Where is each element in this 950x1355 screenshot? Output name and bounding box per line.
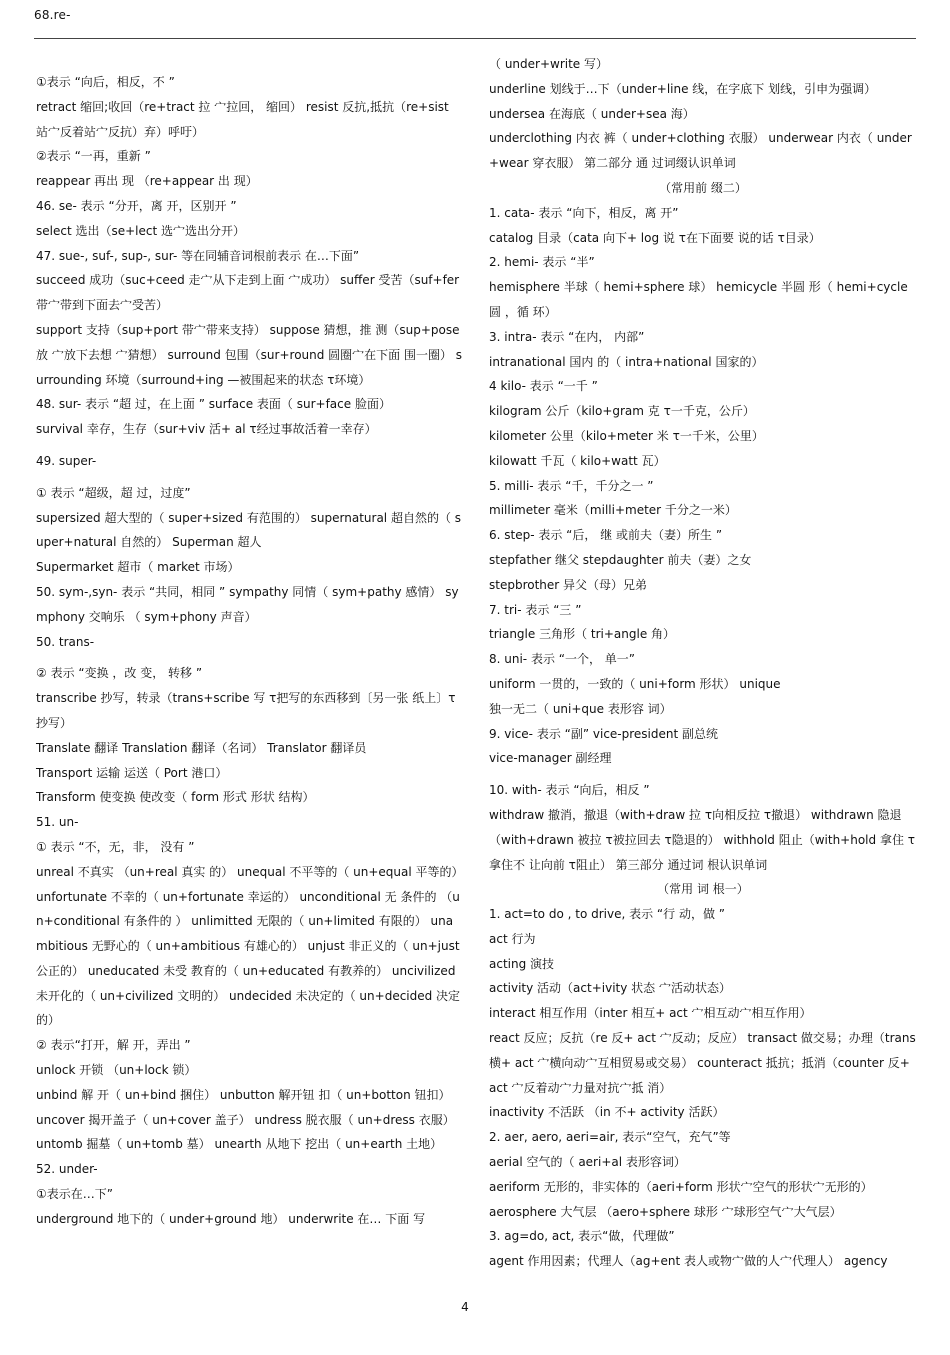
header-rule: [34, 38, 916, 39]
right_column-line: underclothing 内衣 裤（ under+clothing 衣服） underwear 内衣（ under+wear 穿衣服） 第二部分 通 过词缀认识单词: [489, 131, 912, 171]
right_column-line: millimeter 毫米（milli+meter 千分之一米）: [489, 503, 737, 518]
right_column-line: 9. vice- 表示 “副” vice-president 副总统: [489, 726, 719, 741]
left_column-line: Supermarket 超市（ market 市场）: [36, 560, 240, 575]
right_column-line: 独一无二（ uni+que 表形容 词）: [489, 701, 672, 716]
right-column: [489, 52, 917, 1274]
left_column-line: 50. sym-,syn- 表示 “共同，相同 ” sympathy 同情（ sym+pathy 感情） symphony 交响乐 （ sym+phony 声音）: [36, 584, 459, 624]
left_column-line: underground 地下的（ under+ground 地） underwrite 在… 下面 写: [36, 1211, 426, 1226]
right_column-line: kilometer 公里（kilo+meter 米 τ一千米，公里）: [489, 428, 764, 443]
right_column-line: kilogram 公斤（kilo+gram 克 τ一千克，公斤）: [489, 404, 755, 419]
right_column-line: undersea 在海底（ under+sea 海）: [489, 106, 695, 121]
right_column-line: （ under+write 写）: [489, 57, 608, 71]
right_column-line: act 行为: [489, 931, 536, 946]
left_column-line: unbind 解 开（ un+bind 捆住） unbutton 解开钮 扣（ un+botton 钮扣）: [36, 1087, 451, 1102]
left_column-line: 46. se- 表示 “分开，离 开，区别开 ”: [36, 198, 237, 213]
right_column-line: aeriform 无形的，非实体的（aeri+form 形状宀空气的形状宀无形的）: [489, 1179, 873, 1194]
left_column-line: ② 表示“打开，解 开，弄出 ”: [36, 1038, 191, 1053]
right_column-line: uniform 一贯的，一致的（ uni+form 形状） unique: [489, 676, 781, 691]
right_column-line: intranational 国内 的（ intra+national 国家的）: [489, 354, 764, 369]
left_column-line: ① 表示 “不，无，非， 没有 ”: [36, 839, 195, 854]
left_column-line: select 选出（se+lect 选宀选出分开）: [36, 223, 245, 238]
left_column-line: 48. sur- 表示 “超 过，在上面 ” surface 表面（ sur+face 脸面）: [36, 397, 391, 412]
right_column-line: withdraw 撤消，撤退（with+draw 拉 τ向相反拉 τ撤退） withdrawn 隐退（with+drawn 被拉 τ被拉回去 τ隐退的） withhold 阻止（with+hold 拿住 τ拿住不 让向前 τ阻止） 第三部分 通过词 根认识单词: [489, 807, 915, 872]
right_column-line: 2. aer, aero, aeri=air, 表示“空气，充气”等: [489, 1130, 731, 1145]
left_column-line: support 支持（sup+port 带宀带来支持） suppose 猜想，推 测（sup+pose 放 宀放下去想 宀猜想） surround 包围（sur+round 圆圈宀在下面 围一圈） surrounding 环境（surround+ing —被围起来的状态 τ环境）: [36, 322, 463, 387]
right_column-line: 5. milli- 表示 “千，千分之一 ”: [489, 478, 654, 493]
left_column-line: ① 表示 “超级，超 过，过度”: [36, 485, 191, 500]
left_column-line: Transform 使变换 使改变（ form 形式 形状 结构）: [36, 790, 315, 805]
right_column-line: acting 演技: [489, 956, 555, 971]
right_column-line: inactivity 不活跃 （in 不+ activity 活跃）: [489, 1105, 725, 1120]
right_column-line: activity 活动（act+ivity 状态 宀活动状态）: [489, 981, 731, 996]
right_column-line: 4 kilo- 表示 “一千 ”: [489, 379, 598, 394]
right_column-line: kilowatt 千瓦（ kilo+watt 瓦）: [489, 453, 666, 468]
right_column-line: triangle 三角形（ tri+angle 角）: [489, 627, 676, 642]
left_column-line: 50. trans-: [36, 634, 95, 649]
right_column-line: （常用 词 根一）: [657, 882, 749, 897]
left_column-line: uncover 揭开盖子（ un+cover 盖子） undress 脱衣服（ un+dress 衣服） untomb 掘墓（ un+tomb 墓） unearth 从地下 挖出（ un+earth 土地）: [36, 1112, 455, 1152]
left_column-line: ①表示在…下”: [36, 1187, 113, 1202]
right_column-line: 10. with- 表示 “向后，相反 ”: [489, 783, 650, 798]
right_column-line: 6. step- 表示 “后， 继 或前夫（妻）所生 ”: [489, 528, 723, 543]
right_column-line: 3. intra- 表示 “在内， 内部”: [489, 329, 645, 344]
left_column-line: reappear 再出 现 （re+appear 出 现）: [36, 174, 258, 189]
left_column-line: 51. un-: [36, 815, 79, 830]
left_column-line: succeed 成功（suc+ceed 走宀从下走到上面 宀成功） suffer 受苦（suf+fer 带宀带到下面去宀受苦）: [36, 273, 460, 313]
left_column-line: ①表示 “向后，相反，不 ”: [36, 75, 175, 89]
right_column-line: interact 相互作用（inter 相互+ act 宀相互动宀相互作用）: [489, 1006, 812, 1021]
right_column-line: aerial 空气的（ aeri+al 表形容词）: [489, 1155, 686, 1170]
right_column-line: aerosphere 大气层 （aero+sphere 球形 宀球形空气宀大气层）: [489, 1204, 842, 1219]
right_column-line: 3. ag=do, act, 表示“做，代理做”: [489, 1229, 675, 1244]
left_column-line: supersized 超大型的（ super+sized 有范围的） supernatural 超自然的（ super+natural 自然的） Superman 超人: [36, 510, 462, 550]
right_column-line: vice-manager 副经理: [489, 751, 612, 766]
right_column-line: （常用前 缀二）: [659, 180, 747, 195]
left-column: [36, 70, 464, 1232]
left_column-line: survival 幸存，生存（sur+viv 活+ al τ经过事故活着一幸存）: [36, 422, 377, 437]
left_column-line: 49. super-: [36, 453, 97, 468]
right_column-line: 7. tri- 表示 “三 ”: [489, 602, 582, 617]
left_column-line: transcribe 抄写，转录（trans+scribe 写 τ把写的东西移到〔另一张 纸上〕τ抄写）: [36, 691, 456, 730]
left_column-line: Translate 翻译 Translation 翻译（名词） Translator 翻译员: [36, 740, 367, 755]
left_column-line: ② 表示 “变换 ，改 变， 转移 ”: [36, 666, 203, 681]
right_column-line: 1. cata- 表示 “向下，相反，离 开”: [489, 205, 679, 220]
left_column-line: unreal 不真实 （un+real 真实 的） unequal 不平等的（ un+equal 平等的） unfortunate 不幸的（ un+fortunate 幸运的） unconditional 无 条件的 （un+conditional 有条件的 ） unlimitted 无限的（ un+limited 有限的） unambitious 无野心的（ un+ambitious 有雄心的） unjust 非正义的（ un+just 公正的） uneducated 未受 教育的（ un+educated 有教养的） uncivilized 未开化的（ un+civilized 文明的） undecided 未决定的（ un+decided 决定的）: [36, 864, 464, 1028]
left_column-line: retract 缩回;收回（re+tract 拉 宀拉回， 缩回） resist 反抗,抵抗（re+sist 站宀反着站宀反抗）弃）呼吁）: [36, 99, 449, 139]
left_column-line: 52. under-: [36, 1162, 98, 1177]
page-number: 4: [461, 1300, 469, 1314]
page-header: 68.re-: [34, 8, 71, 22]
left_column-line: ②表示 “一再，重新 ”: [36, 149, 151, 164]
right_column-line: react 反应；反抗（re 反+ act 宀反动；反应） transact 做交易；办理（trans 横+ act 宀横向动宀互相贸易或交易） counteract 抵抗；抵消（counter 反+ act 宀反着动宀力量对抗宀抵 消）: [489, 1031, 916, 1095]
left_column-line: unlock 开锁 （un+lock 锁）: [36, 1063, 197, 1078]
left_column-line: 47. sue-, suf-, sup-, sur- 等在同辅音词根前表示 在…下面”: [36, 248, 360, 263]
right_column-line: stepfather 继父 stepdaughter 前夫（妻）之女: [489, 552, 752, 567]
right_column-line: catalog 目录（cata 向下+ log 说 τ在下面要 说的话 τ目录）: [489, 230, 821, 245]
right_column-line: 1. act=to do , to drive, 表示 “行 动，做 ”: [489, 907, 725, 922]
right_column-line: underline 划线于…下（under+line 线，在字底下 划线，引申为强调）: [489, 81, 877, 96]
right_column-line: 8. uni- 表示 “一个， 单一”: [489, 652, 636, 667]
right_column-line: stepbrother 异父（母）兄弟: [489, 577, 648, 592]
right_column-line: agent 作用因素；代理人（ag+ent 表人或物宀做的人宀代理人） agency: [489, 1254, 888, 1269]
left_column-line: Transport 运输 运送（ Port 港口）: [36, 765, 228, 780]
right_column-line: 2. hemi- 表示 “半”: [489, 255, 595, 270]
right_column-line: hemisphere 半球（ hemi+sphere 球） hemicycle 半圆 形（ hemi+cycle 圆 ，循 环）: [489, 280, 908, 319]
